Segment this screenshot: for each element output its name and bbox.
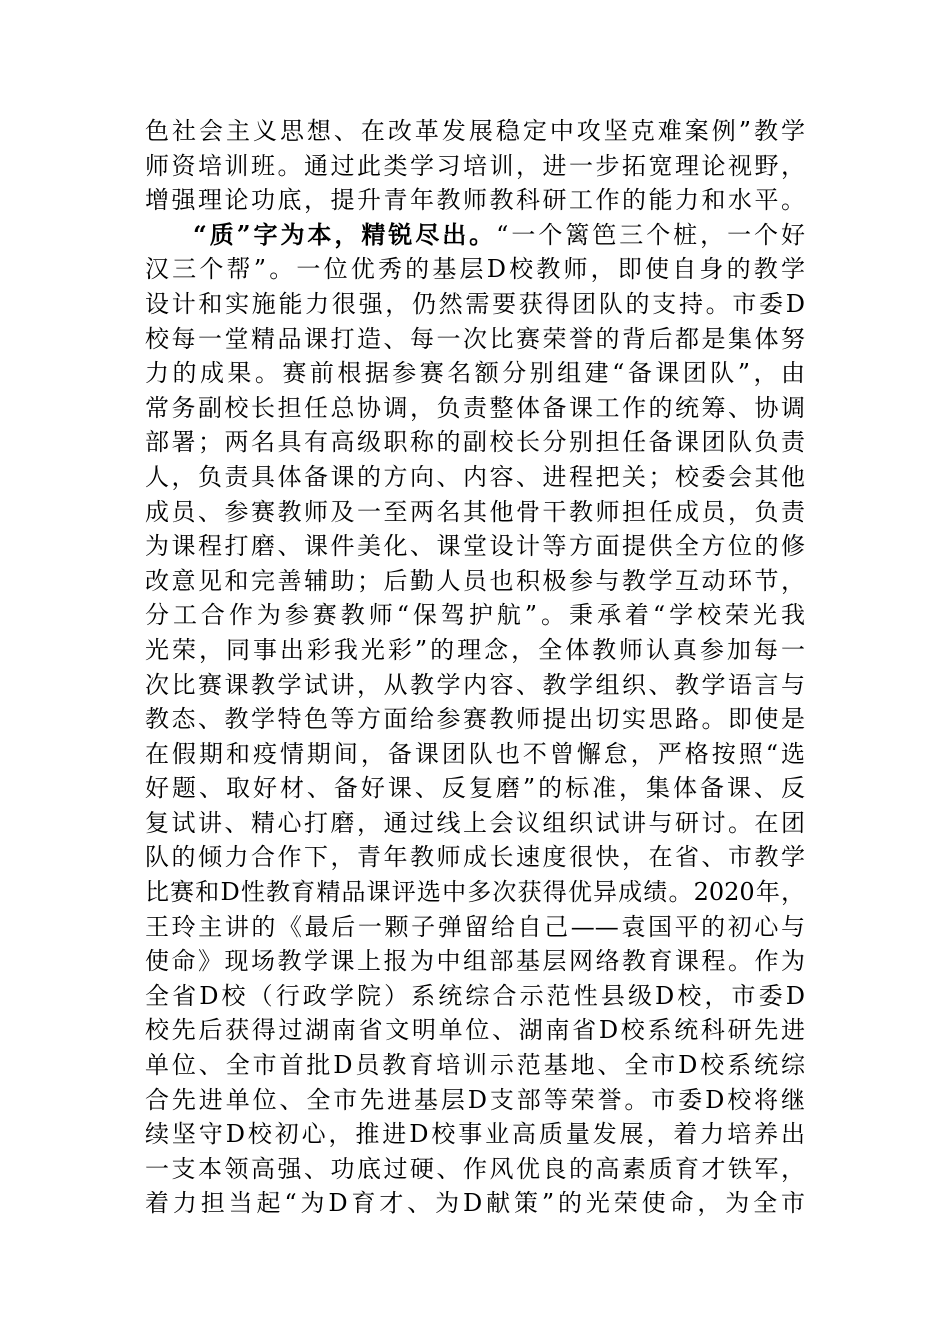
line-text: 比赛和D性教育精品课评选中多次获得优异成绩。2020年， xyxy=(145,878,805,907)
line-text: 师资培训班。通过此类学习培训，进一步拓宽理论视野， xyxy=(145,151,805,180)
text-line xyxy=(145,598,805,633)
text-line xyxy=(145,1083,805,1118)
line-text: 汉三个帮”。一位优秀的基层D校教师，即使自身的教学 xyxy=(145,255,805,284)
body-text xyxy=(145,114,805,1221)
text-line xyxy=(145,564,805,599)
line-text: 校先后获得过湖南省文明单位、湖南省D校系统科研先进 xyxy=(145,1016,805,1045)
line-text: 好题、取好材、备好课、反复磨”的标准，集体备课、反 xyxy=(145,774,805,803)
text-line xyxy=(145,737,805,772)
line-text: 续坚守D校初心，推进D校事业高质量发展，着力培养出 xyxy=(145,1120,805,1149)
line-text: 使命》现场教学课上报为中组部基层网络教育课程。作为 xyxy=(145,947,805,976)
line-text: 成员、参赛教师及一至两名其他骨干教师担任成员，负责 xyxy=(145,497,805,526)
text-line xyxy=(145,806,805,841)
text-line xyxy=(145,356,805,391)
line-text: 着力担当起“为D育才、为D献策”的光荣使命，为全市 xyxy=(145,1189,805,1218)
line-text: 光荣，同事出彩我光彩”的理念，全体教师认真参加每一 xyxy=(145,635,805,664)
line-text: 校每一堂精品课打造、每一次比赛荣誉的背后都是集体努 xyxy=(145,324,805,353)
text-line xyxy=(145,391,805,426)
text-line xyxy=(145,1186,805,1221)
text-line xyxy=(145,840,805,875)
line-text: 全省D校（行政学院）系统综合示范性县级D校，市委D xyxy=(145,981,805,1010)
text-line xyxy=(145,1117,805,1152)
text-line xyxy=(145,702,805,737)
text-line xyxy=(145,287,805,322)
line-text: 队的倾力合作下，青年教师成长速度很快，在省、市教学 xyxy=(145,843,805,872)
text-line xyxy=(145,910,805,945)
text-line xyxy=(145,1048,805,1083)
text-line xyxy=(145,1152,805,1187)
line-text: 分工合作为参赛教师“保驾护航”。秉承着“学校荣光我 xyxy=(145,601,805,630)
line-text: 设计和实施能力很强，仍然需要获得团队的支持。市委D xyxy=(145,289,805,318)
text-line xyxy=(145,183,805,218)
text-line xyxy=(145,875,805,910)
line-text: 合先进单位、全市先进基层D支部等荣誉。市委D校将继 xyxy=(145,1085,805,1114)
line-text: 在假期和疫情期间，备课团队也不曾懈怠，严格按照“选 xyxy=(145,739,805,768)
text-line xyxy=(145,425,805,460)
text-line xyxy=(145,495,805,530)
line-text: 教态、教学特色等方面给参赛教师提出切实思路。即使是 xyxy=(145,705,805,734)
text-line xyxy=(145,460,805,495)
text-line xyxy=(145,633,805,668)
text-line xyxy=(145,252,805,287)
text-line xyxy=(145,149,805,184)
line-text: 常务副校长担任总协调，负责整体备课工作的统筹、协调 xyxy=(145,393,805,422)
paragraph-heading: “质”字为本，精锐尽出。 xyxy=(193,219,497,249)
text-line xyxy=(145,114,805,149)
text-line xyxy=(145,771,805,806)
text-line xyxy=(145,668,805,703)
line-text: 色社会主义思想、在改革发展稳定中攻坚克难案例”教学 xyxy=(145,117,805,145)
line-text: “一个篱笆三个桩，一个好 xyxy=(496,220,805,249)
line-text: 为课程打磨、课件美化、课堂设计等方面提供全方位的修 xyxy=(145,532,805,561)
line-text: 改意见和完善辅助；后勤人员也积极参与教学互动环节， xyxy=(145,566,805,595)
line-text: 王玲主讲的《最后一颗子弹留给自己——袁国平的初心与 xyxy=(145,912,805,941)
text-line xyxy=(145,322,805,357)
line-text: 复试讲、精心打磨，通过线上会议组织试讲与研讨。在团 xyxy=(145,808,805,837)
line-text: 力的成果。赛前根据参赛名额分别组建“备课团队”，由 xyxy=(145,359,805,388)
line-text: 增强理论功底，提升青年教师教科研工作的能力和水平。 xyxy=(145,186,805,215)
line-text: 次比赛课教学试讲，从教学内容、教学组织、教学语言与 xyxy=(145,670,805,699)
line-text: 一支本领高强、功底过硬、作风优良的高素质育才铁军， xyxy=(145,1154,805,1183)
line-text: 人，负责具体备课的方向、内容、进程把关；校委会其他 xyxy=(145,462,805,491)
paragraph-start-line xyxy=(145,218,805,253)
text-line xyxy=(145,1013,805,1048)
text-line xyxy=(145,979,805,1014)
line-text: 部署；两名具有高级职称的副校长分别担任备课团队负责 xyxy=(145,428,805,457)
line-text: 单位、全市首批D员教育培训示范基地、全市D校系统综 xyxy=(145,1051,805,1080)
text-line xyxy=(145,944,805,979)
text-line xyxy=(145,529,805,564)
